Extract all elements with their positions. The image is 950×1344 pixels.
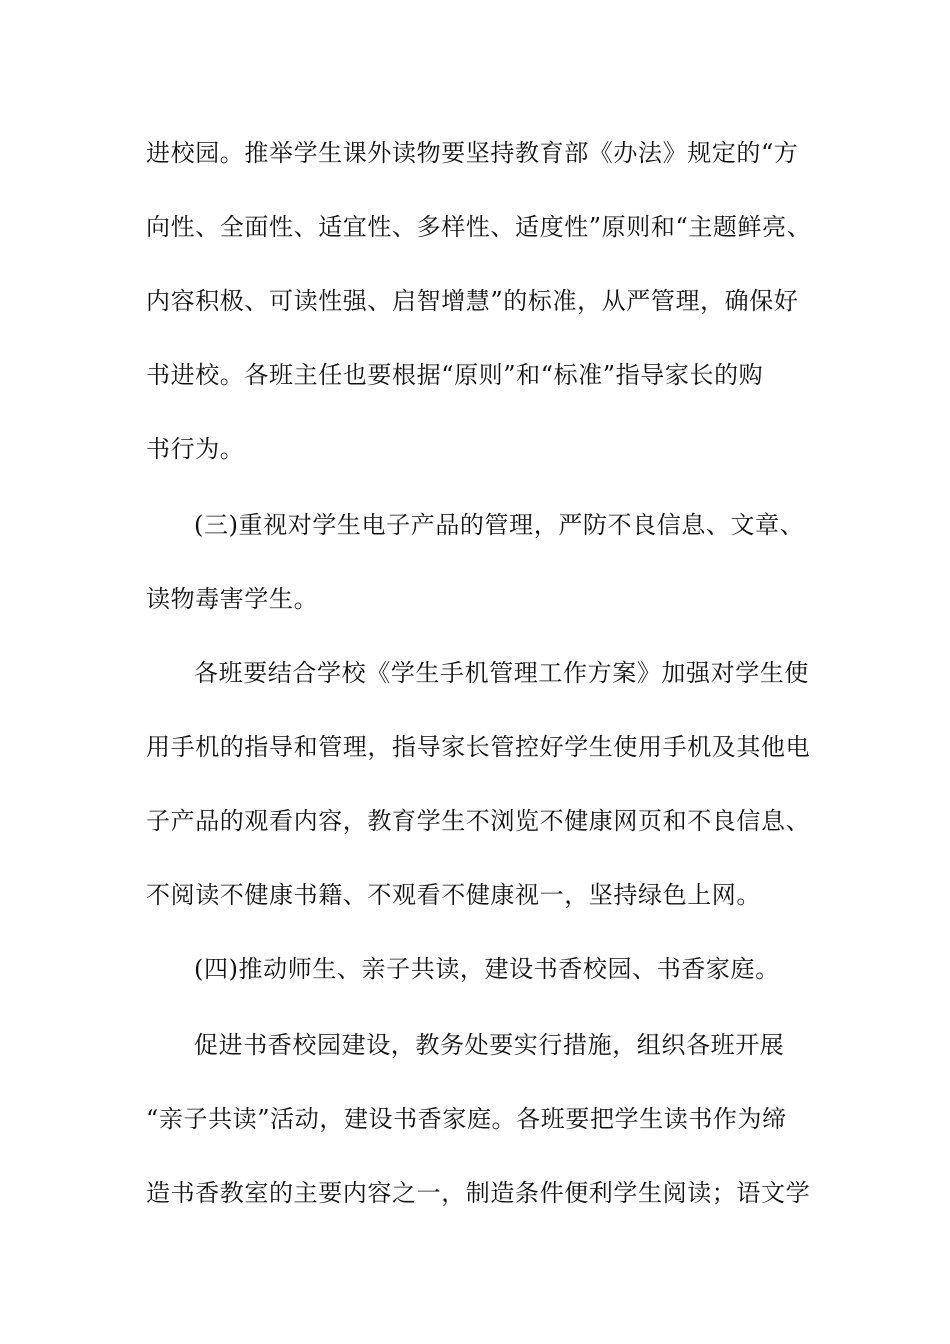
text-line: 向性、全面性、适宜性、多样性、适度性”原则和“主题鲜亮、 bbox=[146, 213, 812, 241]
text-line: 内容积极、可读性强、启智增慧”的标准，从严管理，确保好 bbox=[146, 287, 799, 315]
text-line: “亲子共读”活动，建设书香家庭。各班要把学生读书作为缔 bbox=[146, 1105, 787, 1133]
text-line: 促进书香校园建设，教务处要实行措施，组织各班开展 bbox=[194, 1031, 785, 1059]
text-line: 书进校。各班主任也要根据“原则”和“标准”指导家长的购 bbox=[146, 361, 764, 389]
text-line: 读物毒害学生。 bbox=[146, 585, 319, 613]
text-line: 书行为。 bbox=[146, 435, 245, 463]
section-heading: (四)推动师生、亲子共读，建设书香校园、书香家庭。 bbox=[194, 955, 780, 983]
text-line: 造书香教室的主要内容之一，制造条件便利学生阅读；语文学 bbox=[146, 1179, 811, 1207]
text-line: 不阅读不健康书籍、不观看不健康视一，坚持绿色上网。 bbox=[146, 881, 761, 909]
text-line: 各班要结合学校《学生手机管理工作方案》加强对学生使 bbox=[194, 659, 809, 687]
text-line: 子产品的观看内容，教育学生不浏览不健康网页和不良信息、 bbox=[146, 807, 811, 835]
text-line: 进校园。推举学生课外读物要坚持教育部《办法》规定的“方 bbox=[146, 139, 799, 167]
section-heading: (三)重视对学生电子产品的管理，严防不良信息、文章、 bbox=[194, 511, 805, 539]
text-line: 用手机的指导和管理，指导家长管控好学生使用手机及其他电 bbox=[146, 733, 811, 761]
